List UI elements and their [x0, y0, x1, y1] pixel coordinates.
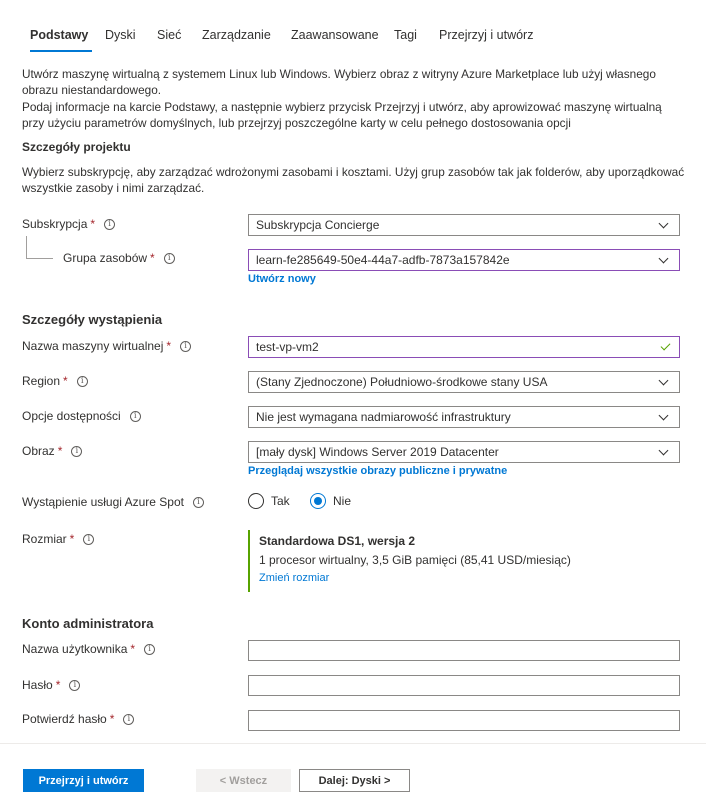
- next-disks-button[interactable]: Dalej: Dyski >: [299, 769, 410, 792]
- footer-divider: [0, 743, 706, 744]
- azure-spot-label-text: Wystąpienie usługi Azure Spot: [22, 495, 184, 509]
- intro-paragraph-2: Podaj informacje na karcie Podstawy, a następnie wybierz przycisk Przejrzyj i utwórz, aby aprowizować maszynę wirtualną przy użyciu parametrów domyślnych, lub przejrzyj poszczególne karty w celu pełnego dostosowania opcji: [22, 99, 662, 130]
- tree-connector: [26, 236, 27, 258]
- password-label: [22, 678, 80, 692]
- instance-details-heading: Szczegóły wystąpienia: [22, 312, 163, 327]
- project-details-description: Wybierz subskrypcję, aby zarządzać wdrożonymi zasobami i kosztami. Użyj grup zasobów tak jak folderów, aby uporządkować wszystkie zasoby i nimi zarządzać.: [22, 165, 685, 196]
- availability-options-label-text: Opcje dostępności: [22, 409, 121, 423]
- azure-spot-yes-radio[interactable]: [248, 493, 290, 509]
- tab-siec[interactable]: Sieć: [157, 28, 182, 42]
- subscription-label-text: Subskrypcja: [22, 217, 88, 231]
- resource-group-select-value: learn-fe285649-50e4-44a7-adfb-7873a157842e: [256, 253, 510, 267]
- tab-przejrzyj-i-utworz[interactable]: Przejrzyj i utwórz: [439, 28, 534, 42]
- confirm-password-input[interactable]: [248, 710, 680, 731]
- info-icon[interactable]: [193, 497, 204, 508]
- info-icon[interactable]: [180, 341, 191, 352]
- availability-options-select-value: Nie jest wymagana nadmiarowość infrastruktury: [256, 410, 511, 424]
- size-label: [22, 532, 94, 546]
- azure-spot-label: [22, 495, 204, 509]
- size-label-text: Rozmiar: [22, 532, 67, 546]
- username-label: [22, 642, 155, 656]
- vm-name-input-value: test-vp-vm2: [256, 340, 319, 354]
- intro-paragraph-1: Utwórz maszynę wirtualną z systemem Linux lub Windows. Wybierz obraz z witryny Azure Marketplace lub użyj własnego obrazu niestandardowego.: [22, 67, 656, 98]
- availability-options-select[interactable]: [248, 406, 680, 428]
- tab-dyski[interactable]: Dyski: [105, 28, 136, 42]
- resource-group-label: [63, 251, 175, 265]
- chevron-down-icon: [659, 445, 669, 455]
- required-mark: *: [55, 678, 61, 692]
- tab-zarzadzanie[interactable]: Zarządzanie: [202, 28, 271, 42]
- resource-group-label-text: Grupa zasobów: [63, 251, 148, 265]
- vm-size-summary: [248, 530, 608, 592]
- password-label-text: Hasło: [22, 678, 53, 692]
- radio-checked-icon: [310, 493, 326, 509]
- required-mark: *: [69, 532, 75, 546]
- tree-connector: [26, 258, 53, 259]
- region-select[interactable]: [248, 371, 680, 393]
- tab-tagi[interactable]: Tagi: [394, 28, 417, 42]
- required-mark: *: [109, 712, 115, 726]
- change-size-link[interactable]: Zmień rozmiar: [259, 572, 330, 584]
- active-tab-indicator: [30, 50, 92, 52]
- vm-name-input[interactable]: [248, 336, 680, 358]
- region-label-text: Region: [22, 374, 61, 388]
- chevron-down-icon: [659, 253, 669, 263]
- browse-images-link[interactable]: Przeglądaj wszystkie obrazy publiczne i prywatne: [248, 465, 508, 477]
- confirm-password-label: [22, 712, 134, 726]
- chevron-down-icon: [659, 218, 669, 228]
- info-icon[interactable]: [144, 644, 155, 655]
- region-select-value: (Stany Zjednoczone) Południowo-środkowe stany USA: [256, 375, 548, 389]
- vm-name-label: [22, 339, 191, 353]
- availability-options-label: [22, 409, 141, 423]
- intro-text: [22, 66, 686, 131]
- required-mark: *: [90, 217, 96, 231]
- required-mark: *: [166, 339, 172, 353]
- tab-zaawansowane[interactable]: Zaawansowane: [291, 28, 379, 42]
- vm-size-detail: 1 procesor wirtualny, 3,5 GiB pamięci (85,41 USD/miesiąc): [259, 553, 571, 567]
- admin-account-heading: Konto administratora: [22, 616, 154, 631]
- project-details-heading: Szczegóły projektu: [22, 140, 131, 154]
- review-create-button[interactable]: Przejrzyj i utwórz: [23, 769, 144, 792]
- info-icon[interactable]: [83, 534, 94, 545]
- required-mark: *: [130, 642, 136, 656]
- required-mark: *: [150, 251, 155, 265]
- required-mark: *: [57, 444, 63, 458]
- previous-button[interactable]: < Wstecz: [196, 769, 291, 792]
- image-select[interactable]: [248, 441, 680, 463]
- password-input[interactable]: [248, 675, 680, 696]
- info-icon[interactable]: [130, 411, 141, 422]
- resource-group-select[interactable]: [248, 249, 680, 271]
- subscription-label: [22, 217, 115, 231]
- create-new-resource-group-link[interactable]: Utwórz nowy: [248, 273, 316, 285]
- vm-name-label-text: Nazwa maszyny wirtualnej: [22, 339, 164, 353]
- azure-spot-no-label: Nie: [333, 494, 352, 508]
- username-input[interactable]: [248, 640, 680, 661]
- azure-spot-yes-label: Tak: [271, 494, 290, 508]
- image-select-value: [mały dysk] Windows Server 2019 Datacenter: [256, 445, 499, 459]
- info-icon[interactable]: [123, 714, 134, 725]
- region-label: [22, 374, 88, 388]
- username-label-text: Nazwa użytkownika: [22, 642, 128, 656]
- tab-podstawy[interactable]: Podstawy: [30, 28, 89, 42]
- radio-unchecked-icon: [248, 493, 264, 509]
- vm-size-name: Standardowa DS1, wersja 2: [259, 534, 416, 548]
- chevron-down-icon: [659, 410, 669, 420]
- info-icon[interactable]: [164, 253, 175, 264]
- subscription-select-value: Subskrypcja Concierge: [256, 218, 380, 232]
- image-label-text: Obraz: [22, 444, 55, 458]
- image-label: [22, 444, 82, 458]
- required-mark: *: [63, 374, 68, 388]
- chevron-down-icon: [659, 375, 669, 385]
- info-icon[interactable]: [71, 446, 82, 457]
- confirm-password-label-text: Potwierdź hasło: [22, 712, 107, 726]
- subscription-select[interactable]: [248, 214, 680, 236]
- info-icon[interactable]: [104, 219, 115, 230]
- info-icon[interactable]: [69, 680, 80, 691]
- azure-spot-no-radio[interactable]: [310, 493, 351, 509]
- info-icon[interactable]: [77, 376, 88, 387]
